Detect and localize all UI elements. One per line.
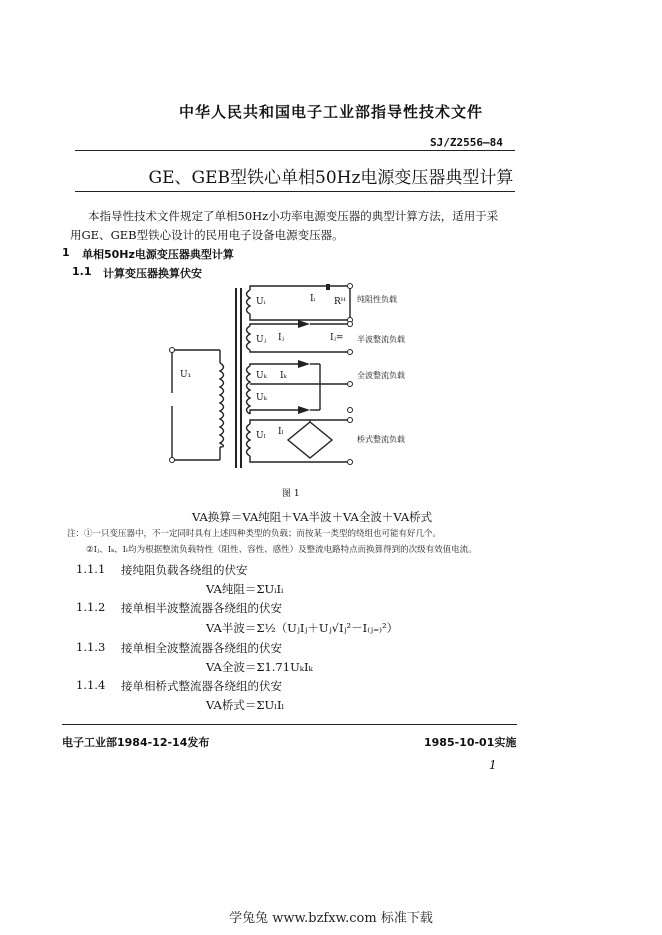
section-1-number: 1 [62, 246, 70, 259]
subsection-1-1-3-title: 接单相全波整流器各绕组的伏安 [121, 641, 282, 655]
load-label-resistive: 纯阻性负载 [357, 295, 397, 304]
subsection-1-1-4-number: 1.1.4 [76, 678, 106, 692]
page-number: 1 [489, 758, 497, 772]
label-ij-eq: Iⱼ= [330, 333, 344, 343]
label-u1: U₁ [180, 370, 192, 380]
footer-rule [62, 724, 517, 725]
subsection-1-1-4-title: 接单相桥式整流器各绕组的伏安 [121, 679, 282, 693]
formula-half-wave: VA半波＝Σ½（UⱼIⱼ＋Uⱼ√Iⱼ²－I₍ⱼ₌₎²） [206, 621, 399, 635]
load-label-half-wave: 半波整流负载 [357, 335, 405, 344]
note-2: ②Iⱼ、Iₖ、Iₗ均为根据整流负载特性（阻性、容性、感性）及整流电路特点而换算得到的次级有效值电流。 [86, 545, 477, 555]
doc-code: SJ/Z2556—84 [430, 136, 503, 149]
subsection-1-1-2-title: 接单相半波整流器各绕组的伏安 [121, 601, 282, 615]
load-label-full-wave: 全波整流负载 [357, 371, 405, 380]
issued-date: 电子工业部1984-12-14发布 [62, 736, 210, 749]
doc-title: GE、GEB型铁心单相50Hz电源变压器典型计算 [148, 168, 514, 188]
label-ij: Iⱼ [278, 333, 284, 343]
subsection-1-1-1-number: 1.1.1 [76, 562, 106, 576]
section-1-1-title: 计算变压器换算伏安 [103, 267, 202, 280]
formula-resistive: VA纯阻＝ΣUᵢIᵢ [206, 582, 284, 596]
label-ui: Uᵢ [256, 297, 266, 307]
label-ul: Uₗ [256, 431, 266, 441]
label-uk-bottom: Uₖ [256, 393, 267, 403]
formula-full-wave: VA全波＝Σ1.71UₖIₖ [206, 660, 313, 674]
label-uj: Uⱼ [256, 335, 266, 345]
transformer-circuit-diagram [150, 280, 440, 475]
label-rh: Rᴴ [334, 297, 346, 307]
section-1-1-number: 1.1 [72, 265, 92, 278]
label-uk-top: Uₖ [256, 371, 267, 381]
label-il: Iₗ [278, 427, 284, 437]
subsection-1-1-2-number: 1.1.2 [76, 600, 106, 614]
title-rule [75, 191, 515, 192]
subsection-1-1-3-number: 1.1.3 [76, 640, 106, 654]
watermark: 学兔兔 www.bzfxw.com 标准下载 [229, 911, 433, 926]
publisher-line: 中华人民共和国电子工业部指导性技术文件 [178, 103, 483, 121]
subsection-1-1-1-title: 接纯阻负载各绕组的伏安 [121, 563, 248, 577]
intro-line-1: 本指导性技术文件规定了单相50Hz小功率电源变压器的典型计算方法，适用于采 [88, 209, 499, 223]
figure-caption: 图 1 [282, 489, 300, 499]
load-label-bridge: 桥式整流负载 [357, 435, 405, 444]
effective-date: 1985-10-01实施 [424, 736, 517, 749]
formula-total-va: VA换算＝VA纯阻＋VA半波＋VA全波＋VA桥式 [192, 510, 433, 524]
formula-bridge: VA桥式＝ΣUₗIₗ [206, 698, 285, 712]
header-rule [75, 150, 515, 151]
note-1: 注：①一只变压器中，不一定同时具有上述四种类型的负载；而按某一类型的绕组也可能有好几个。 [67, 529, 442, 539]
label-ik: Iₖ [280, 371, 287, 381]
section-1-title: 单相50Hz电源变压器典型计算 [82, 248, 234, 261]
label-ii: Iᵢ [310, 294, 316, 304]
intro-line-2: 用GE、GEB型铁心设计的民用电子设备电源变压器。 [70, 228, 344, 242]
